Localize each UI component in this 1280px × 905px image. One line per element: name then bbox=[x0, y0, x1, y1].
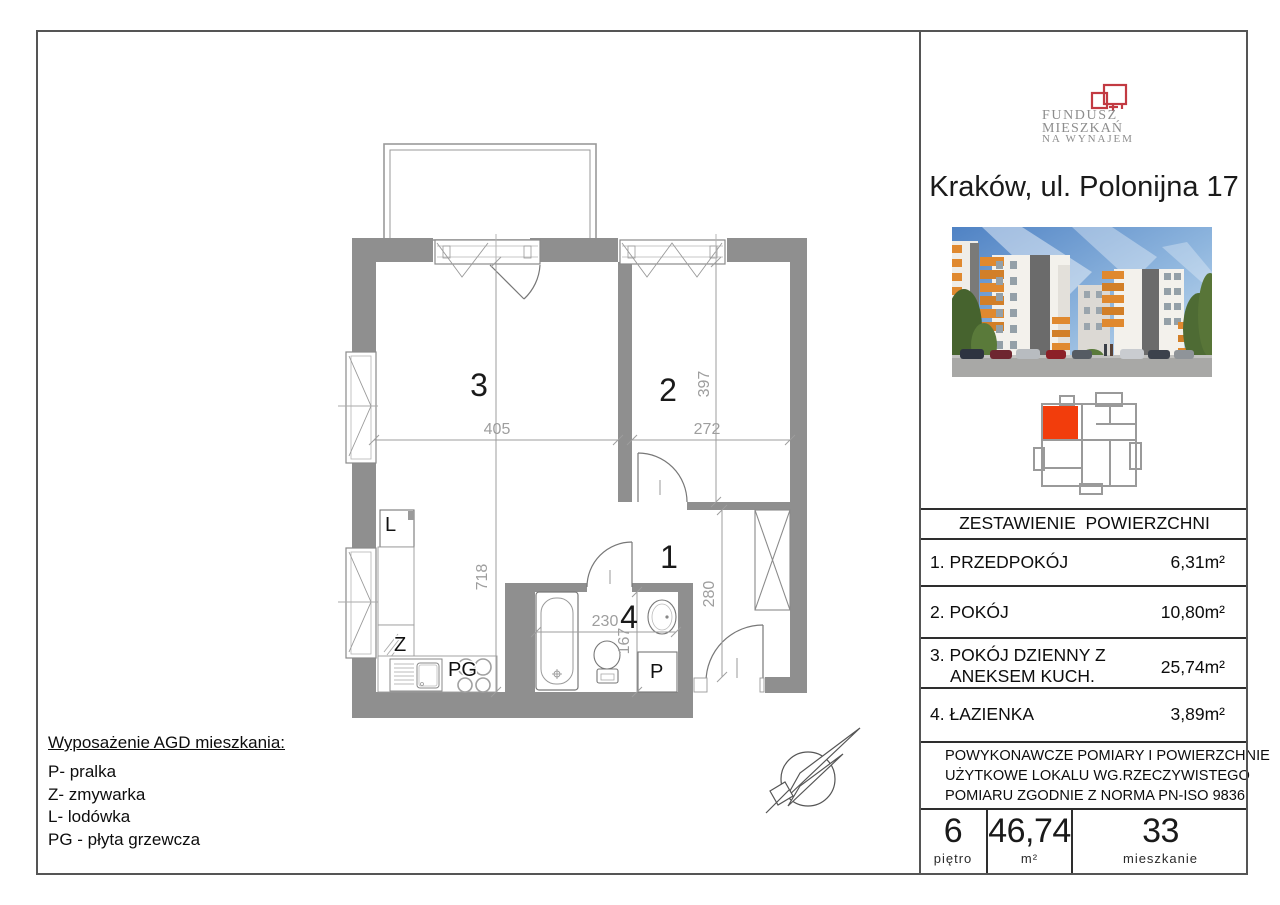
floor-label: piętro bbox=[933, 851, 973, 866]
room-number-living: 3 bbox=[470, 367, 488, 403]
floor-number: 6 bbox=[943, 812, 963, 850]
total-area-value: 46,74 bbox=[988, 812, 1071, 850]
apartment-label: mieszkanie bbox=[1122, 851, 1199, 866]
dim-room-width: 272 bbox=[693, 421, 721, 438]
room-row-area: 10,80m² bbox=[1160, 602, 1225, 622]
logo-text-line3: NA WYNAJEM bbox=[1042, 133, 1134, 145]
dim-bath-height: 167 bbox=[616, 627, 633, 655]
room-row-area: 3,89m² bbox=[1170, 704, 1225, 724]
room-row-label: 1. PRZEDPOKÓJ bbox=[930, 552, 1069, 572]
apartment-number: 33 bbox=[1142, 812, 1179, 850]
dim-living-width: 405 bbox=[483, 421, 511, 438]
page-border bbox=[36, 30, 1270, 875]
room-row-label-line2: ANEKSEM KUCH. bbox=[950, 666, 1095, 686]
room-row-area: 6,31m² bbox=[1170, 552, 1225, 572]
dim-living-height: 718 bbox=[474, 563, 491, 591]
hob-label: PG bbox=[448, 659, 477, 681]
agd-legend-title: Wyposażenie AGD mieszkania: bbox=[48, 733, 286, 752]
room-number-room: 2 bbox=[659, 372, 677, 408]
total-area-unit: m² bbox=[1020, 851, 1039, 866]
room-row-label: 4. ŁAZIENKA bbox=[930, 704, 1035, 724]
room-row-area: 25,74m² bbox=[1160, 657, 1225, 677]
measurement-note-line2: UŻYTKOWE LOKALU WG.RZECZYWISTEGO bbox=[945, 768, 1250, 784]
dim-bath-width: 230 bbox=[591, 613, 619, 630]
room-number-hall: 1 bbox=[660, 539, 678, 575]
dim-room-height: 397 bbox=[696, 370, 713, 398]
fridge-label: L bbox=[385, 514, 397, 536]
legend-item-fridge: L- lodówka bbox=[48, 807, 131, 826]
measurement-note-line3: POMIARU ZGODNIE Z NORMA PN-ISO 9836 bbox=[945, 788, 1246, 804]
legend-item-hob: PG - płyta grzewcza bbox=[48, 830, 201, 849]
dishwasher-label: Z bbox=[394, 634, 407, 656]
dim-hall-height: 280 bbox=[701, 580, 718, 608]
logo-text-line1: FUNDUSZ bbox=[1042, 108, 1118, 123]
measurement-note-line1: POWYKONAWCZE POMIARY I POWIERZCHNIE bbox=[945, 748, 1270, 764]
room-number-bath: 4 bbox=[620, 599, 638, 635]
logo-text-line2: MIESZKAŃ bbox=[1042, 121, 1124, 136]
room-row-label: 3. POKÓJ DZIENNY Z bbox=[930, 645, 1106, 665]
washer-label: P bbox=[650, 661, 664, 683]
summary-table-header: ZESTAWIENIE POWIERZCHNI bbox=[959, 513, 1210, 533]
legend-item-dishwasher: Z- zmywarka bbox=[48, 785, 146, 804]
room-row-label: 2. POKÓJ bbox=[930, 602, 1009, 622]
legend-item-washer: P- pralka bbox=[48, 762, 117, 781]
page-title: Kraków, ul. Polonijna 17 bbox=[929, 171, 1239, 203]
